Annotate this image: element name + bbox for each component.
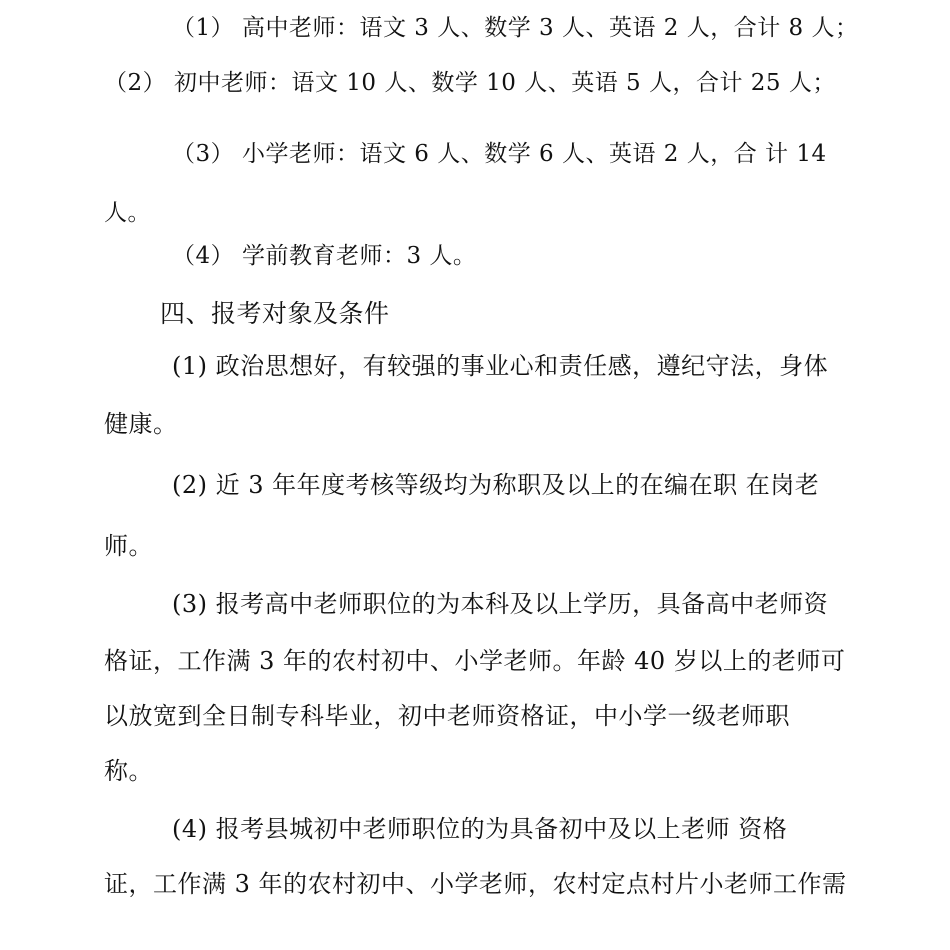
quota-line-high-school: （1） 高中老师：语文 3 人、数学 3 人、英语 2 人，合计 8 人； bbox=[172, 15, 859, 41]
condition-line: 格证，工作满 3 年的农村初中、小学老师。年龄 40 岁以上的老师可 bbox=[104, 647, 846, 675]
condition-line: (2) 近 3 年年度考核等级均为称职及以上的在编在职 在岗老 bbox=[172, 471, 820, 499]
quota-line-primary-school: （3） 小学老师：语文 6 人、数学 6 人、英语 2 人，合 计 14 bbox=[172, 141, 827, 167]
condition-line: (4) 报考县城初中老师职位的为具备初中及以上老师 资格 bbox=[172, 815, 788, 843]
condition-line: 师。 bbox=[104, 532, 153, 560]
quota-line-primary-school-cont: 人。 bbox=[104, 200, 151, 226]
condition-line: 健康。 bbox=[104, 410, 178, 438]
condition-line: (1) 政治思想好，有较强的事业心和责任感，遵纪守法，身体 bbox=[172, 352, 829, 380]
condition-line: 证，工作满 3 年的农村初中、小学老师，农村定点村片小老师工作需 bbox=[104, 870, 847, 898]
section-heading: 四、报考对象及条件 bbox=[160, 299, 390, 328]
quota-line-middle-school: （2） 初中老师：语文 10 人、数学 10 人、英语 5 人，合计 25 人； bbox=[104, 70, 836, 96]
condition-line: 以放宽到全日制专科毕业，初中老师资格证，中小学一级老师职 bbox=[104, 702, 790, 730]
condition-line: (3) 报考高中老师职位的为本科及以上学历，具备高中老师资 bbox=[172, 590, 829, 618]
quota-line-preschool: （4） 学前教育老师：3 人。 bbox=[172, 243, 477, 269]
condition-line: 称。 bbox=[104, 757, 153, 785]
